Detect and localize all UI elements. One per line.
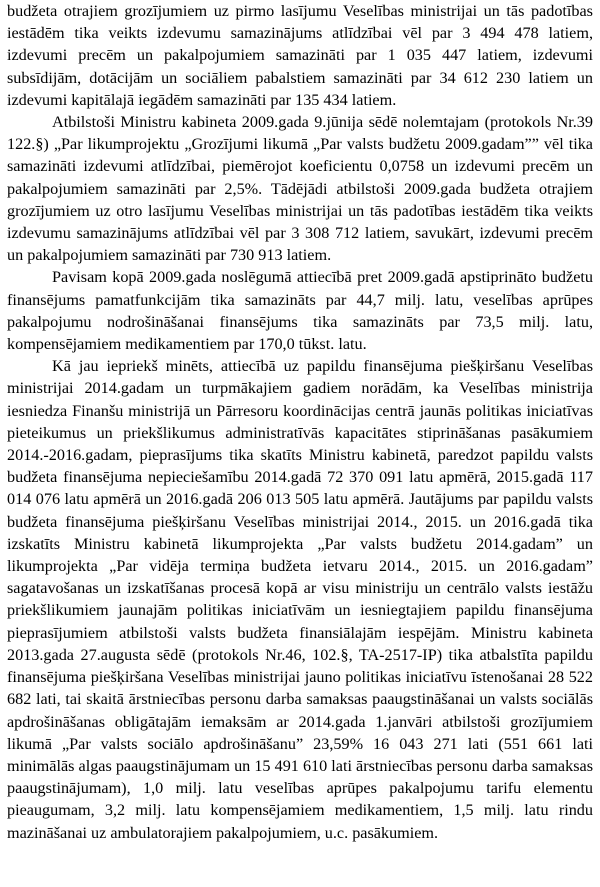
paragraph-budget-cuts-first-reading: budžeta otrajiem grozījumiem uz pirmo lasījumu Veselības ministrijai un tās padotības iestādēm tika veikts izdevumu samazinājums atlīdzībai vēl par 3 494 478 latiem, izdevumi precēm un pakalpojumiem samazināti par 1 035 447 latiem, izdevumi subsīdijām, dotācijām un sociāliem pabalstiem samazināti par 34 612 230 latiem un izdevumi kapitālajā iegādēm samazināti par 135 434 latiem. xyxy=(7,2,593,109)
paragraph-additional-funding: Kā jau iepriekš minēts, attiecībā uz papildu finansējuma piešķiršanu Veselības ministrijai 2014.gadam un turpmākajiem gadiem norādām, ka Veselības ministrija iesniedza Finanšu ministrijā un Pārresoru koordinācijas centrā jaunās politikas iniciatīvas pieteikumus un priekšlikumus administratīvās kapacitātes stiprināšanas pasākumiem 2014.-2016.gadam, pieprasījums tika skatīts Ministru kabinetā, paredzot papildu valsts budžeta finansējuma nepieciešamību 2014.gadā 72 370 091 latu apmērā, 2015.gadā 117 014 076 latu apmērā un 2016.gadā 206 013 505 latu apmērā. Jautājums par papildu valsts budžeta finansējuma piešķiršanu Veselības ministrijai 2014., 2015. un 2016.gadā tika izskatīts Ministru kabinetā likumprojekta „Par valsts budžetu 2014.gadam” un likumprojekta „Par vidēja termiņa budžeta ietvaru 2014., 2015. un 2016.gadam” sagatavošanas un izskatīšanas procesā kopā ar visu ministriju un centrālo valsts iestāžu priekšlikumiem jaunajām politikas iniciatīvām un iesniegtajiem papildu finansējuma pieprasījumiem atbilstoši valsts budžeta finansiālajām iespējām. Ministru kabineta 2013.gada 27.augusta sēdē (protokols Nr.46, 102.§, TA-2517-IP) tika atbalstīta papildu finansējuma piešķiršana Veselības ministrijai jauno politikas iniciatīvu īstenošanai 28 522 682 lati, tai skaitā ārstniecības personu darba samaksas paaugstināšanai un valsts sociālās apdrošināšanas obligātajām iemaksām ar 2014.gada 1.janvāri atbilstoši grozījumiem likumā „Par valsts sociālo apdrošināšanu” 23,59% 16 043 271 lati (551 661 lati minimālās algas paaugstinājumam un 15 491 610 lati ārstniecības personu darba samaksas paaugstinājumam), 1,0 milj. latu veselības aprūpes pakalpojumu tarifu elementu pieaugumam, 3,2 milj. latu kompensējamiem medikamentiem, 1,5 milj. latu rindu mazināšanai uz ambulatorajiem pakalpojumiem, u.c. pasākumiem. xyxy=(7,357,593,842)
paragraph-cabinet-decision: Atbilstoši Ministru kabineta 2009.gada 9.jūnija sēdē nolemtajam (protokols Nr.39 122.§) „Par likumprojektu „Grozījumi likumā „Par valsts budžetu 2009.gadam”” vēl tika samazināti izdevumi atlīdzībai, piemērojot koeficientu 0,0758 un izdevumi precēm un pakalpojumiem samazināti par 2,5%. Tādējādi atbilstoši 2009.gada budžeta otrajiem grozījumiem uz otro lasījumu Veselības ministrijai un tās padotības iestādēm tika veikts izdevumu samazinājums atlīdzībai vēl par 3 308 712 latiem, savukārt, izdevumi precēm un pakalpojumiem samazināti par 730 913 latiem. xyxy=(7,113,593,265)
paragraph-total-reductions: Pavisam kopā 2009.gada noslēgumā attiecībā pret 2009.gadā apstiprināto budžetu finansējums pamatfunkcijām tika samazināts par 44,7 milj. latu, veselības aprūpes pakalpojumu nodrošināšanai finansējums tika samazināts par 73,5 milj. latu, kompensējamiem medikamentiem par 170,0 tūkst. latu. xyxy=(7,268,593,354)
document-page xyxy=(7,0,593,844)
